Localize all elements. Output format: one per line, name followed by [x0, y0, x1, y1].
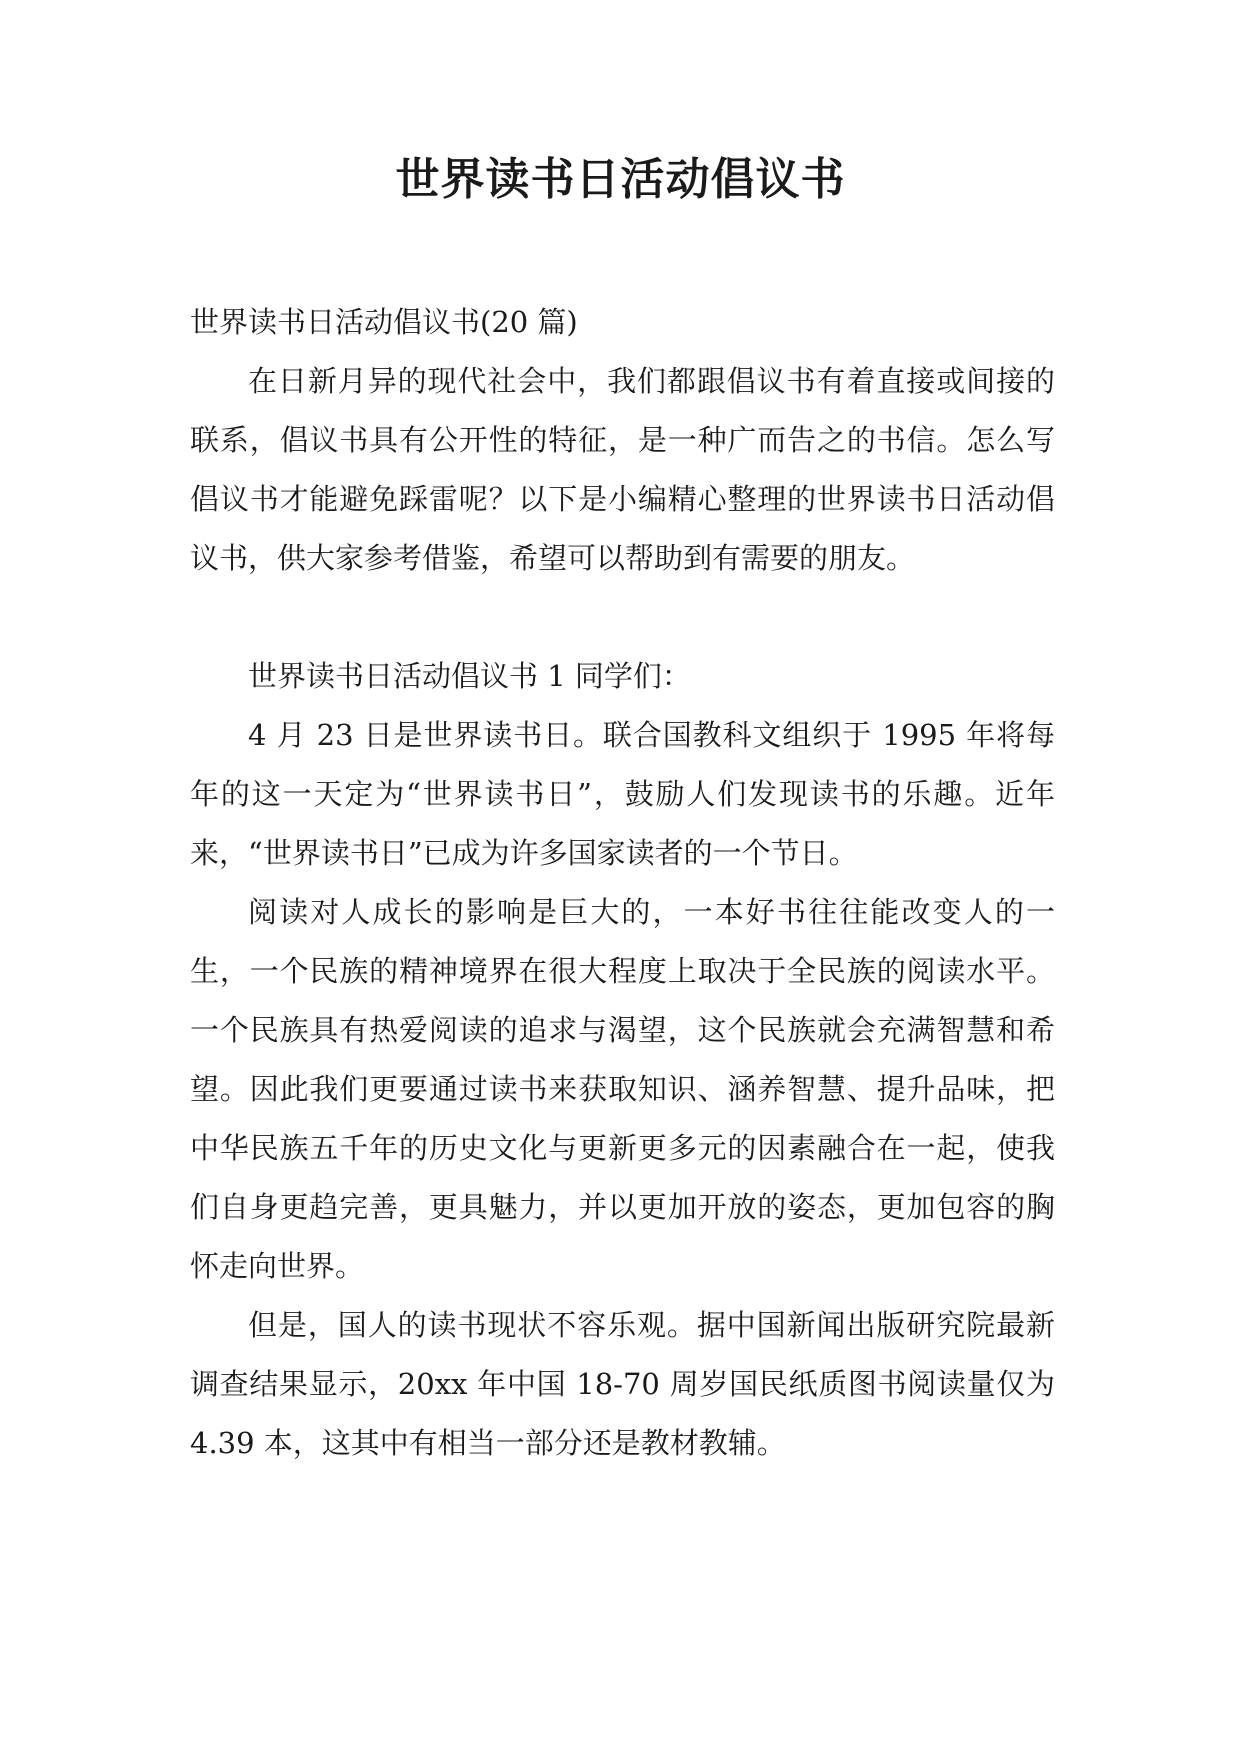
document-body	[190, 293, 1055, 1473]
body-paragraph-3: 但是，国人的读书现状不容乐观。据中国新闻出版研究院最新调查结果显示，20xx 年中国 18-70 周岁国民纸质图书阅读量仅为 4.39 本，这其中有相当一部分还是教材教辅。	[190, 1308, 1055, 1460]
body-paragraph-1: 4 月 23 日是世界读书日。联合国教科文组织于 1995 年将每年的这一天定为“世界读书日”，鼓励人们发现读书的乐趣。近年来，“世界读书日”已成为许多国家读者的一个节日。	[190, 718, 1055, 870]
paragraph-gap	[190, 588, 1055, 647]
document-subtitle: 世界读书日活动倡议书(20 篇)	[190, 305, 578, 339]
intro-paragraph: 在日新月异的现代社会中，我们都跟倡议书有着直接或间接的联系，倡议书具有公开性的特征，是一种广而告之的书信。怎么写倡议书才能避免踩雷呢？以下是小编精心整理的世界读书日活动倡议书，供大家参考借鉴，希望可以帮助到有需要的朋友。	[190, 364, 1055, 575]
document-title: 世界读书日活动倡议书	[395, 154, 846, 205]
body-paragraph-2: 阅读对人成长的影响是巨大的，一本好书往往能改变人的一生，一个民族的精神境界在很大程度上取决于全民族的阅读水平。一个民族具有热爱阅读的追求与渴望，这个民族就会充满智慧和希望。因此我们更要通过读书来获取知识、涵养智慧、提升品味，把中华民族五千年的历史文化与更新更多元的因素融合在一起，使我们自身更趋完善，更具魅力，并以更加开放的姿态，更加包容的胸怀走向世界。	[190, 895, 1055, 1283]
section-heading: 世界读书日活动倡议书 1 同学们：	[248, 659, 691, 693]
